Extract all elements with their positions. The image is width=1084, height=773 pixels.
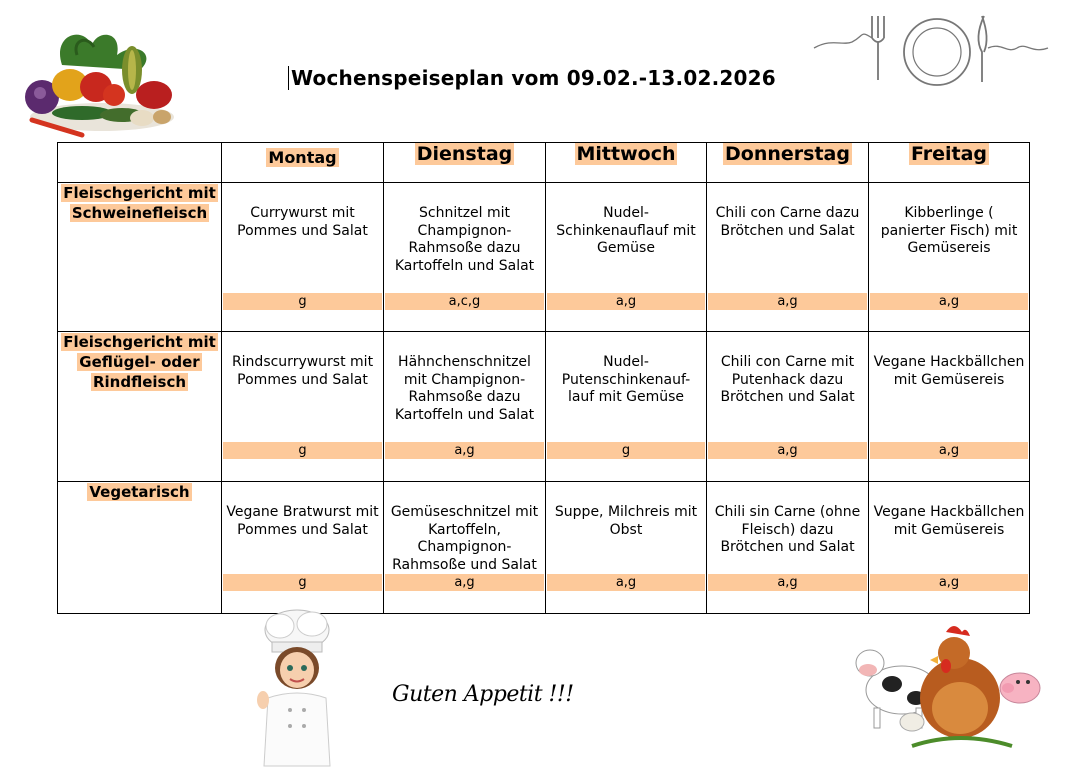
meal-text: Suppe, Milchreis mit Obst [554, 504, 698, 538]
meal-cell [869, 482, 1030, 614]
meal-cell [222, 183, 384, 332]
meal-text: Chili con Carne dazu Brötchen und Salat [715, 205, 860, 239]
meal-text: Vegane Hackbällchen mit Gemüsereis [873, 504, 1025, 538]
meal-text: Nudel-Putenschinkenauf-lauf mit Gemüse [561, 354, 691, 405]
menu-table [57, 142, 1030, 614]
day-label: Donnerstag [725, 143, 850, 165]
day-label: Montag [268, 148, 337, 167]
page-title: Wochenspeiseplan vom 09.02.-13.02.2026 [288, 66, 776, 90]
allergen-label: a,c,g [385, 293, 544, 310]
allergen-label: a,g [870, 293, 1028, 310]
meal-cell [384, 332, 546, 482]
meal-cell [869, 183, 1030, 332]
allergen-label: a,g [385, 442, 544, 459]
day-header-wednesday [546, 143, 707, 183]
header-row [58, 143, 1030, 183]
day-header-thursday [707, 143, 869, 183]
category-label: Fleischgericht mit Schweinefleisch [63, 184, 216, 222]
meal-cell [222, 482, 384, 614]
meal-text: Rindscurrywurst mit Pommes und Salat [231, 354, 374, 388]
meal-text: Schnitzel mit Champignon-Rahmsoße dazu Kartoffeln und Salat [394, 205, 535, 274]
day-label: Dienstag [416, 143, 513, 165]
menu-row-vegetarian [58, 482, 1030, 614]
day-header-tuesday [384, 143, 546, 183]
allergen-label: a,g [870, 442, 1028, 459]
category-cell [58, 482, 222, 614]
category-cell [58, 332, 222, 482]
meal-cell [869, 332, 1030, 482]
meal-cell [546, 183, 707, 332]
vegetables-illustration [22, 25, 182, 140]
allergen-label: a,g [385, 574, 544, 591]
meal-cell [707, 183, 869, 332]
meal-cell [384, 183, 546, 332]
category-label: Vegetarisch [89, 483, 190, 501]
allergen-label: a,g [708, 574, 867, 591]
category-label: Fleischgericht mit Geflügel- oder Rindfleisch [63, 333, 216, 391]
allergen-label: g [223, 293, 382, 310]
day-label: Mittwoch [576, 143, 676, 165]
meal-text: Gemüseschnitzel mit Kartoffeln, Champignon-Rahmsoße und Salat [390, 504, 539, 573]
menu-row-poultry-beef [58, 332, 1030, 482]
meal-text: Hähnchenschnitzel mit Champignon-Rahmsoße dazu Kartoffeln und Salat [394, 354, 535, 423]
day-label: Freitag [910, 143, 988, 165]
allergen-label: a,g [708, 442, 867, 459]
cutlery-plate-illustration [812, 8, 1052, 88]
meal-cell [384, 482, 546, 614]
meal-text: Chili con Carne mit Putenhack dazu Brötchen und Salat [720, 354, 855, 405]
allergen-label: g [223, 442, 382, 459]
meal-cell [222, 332, 384, 482]
corner-cell [58, 143, 222, 183]
farm-animals-illustration [842, 618, 1047, 753]
meal-text: Nudel-Schinkenauflauf mit Gemüse [556, 205, 696, 256]
allergen-label: a,g [870, 574, 1028, 591]
menu-row-pork [58, 183, 1030, 332]
allergen-label: g [223, 574, 382, 591]
chef-illustration [250, 608, 345, 768]
meal-cell [546, 482, 707, 614]
meal-text: Vegane Hackbällchen mit Gemüsereis [873, 354, 1025, 388]
day-header-friday [869, 143, 1030, 183]
meal-cell [707, 332, 869, 482]
day-header-monday [222, 143, 384, 183]
allergen-label: g [547, 442, 705, 459]
meal-cell [546, 332, 707, 482]
allergen-label: a,g [547, 293, 705, 310]
closing-text: Guten Appetit !!! [392, 682, 574, 707]
meal-text: Currywurst mit Pommes und Salat [237, 205, 368, 239]
allergen-label: a,g [708, 293, 867, 310]
meal-cell [707, 482, 869, 614]
meal-text: Vegane Bratwurst mit Pommes und Salat [226, 504, 379, 538]
category-cell [58, 183, 222, 332]
allergen-label: a,g [547, 574, 705, 591]
meal-text: Chili sin Carne (ohne Fleisch) dazu Brötchen und Salat [714, 504, 861, 555]
meal-text: Kibberlinge ( panierter Fisch) mit Gemüsereis [880, 205, 1018, 256]
